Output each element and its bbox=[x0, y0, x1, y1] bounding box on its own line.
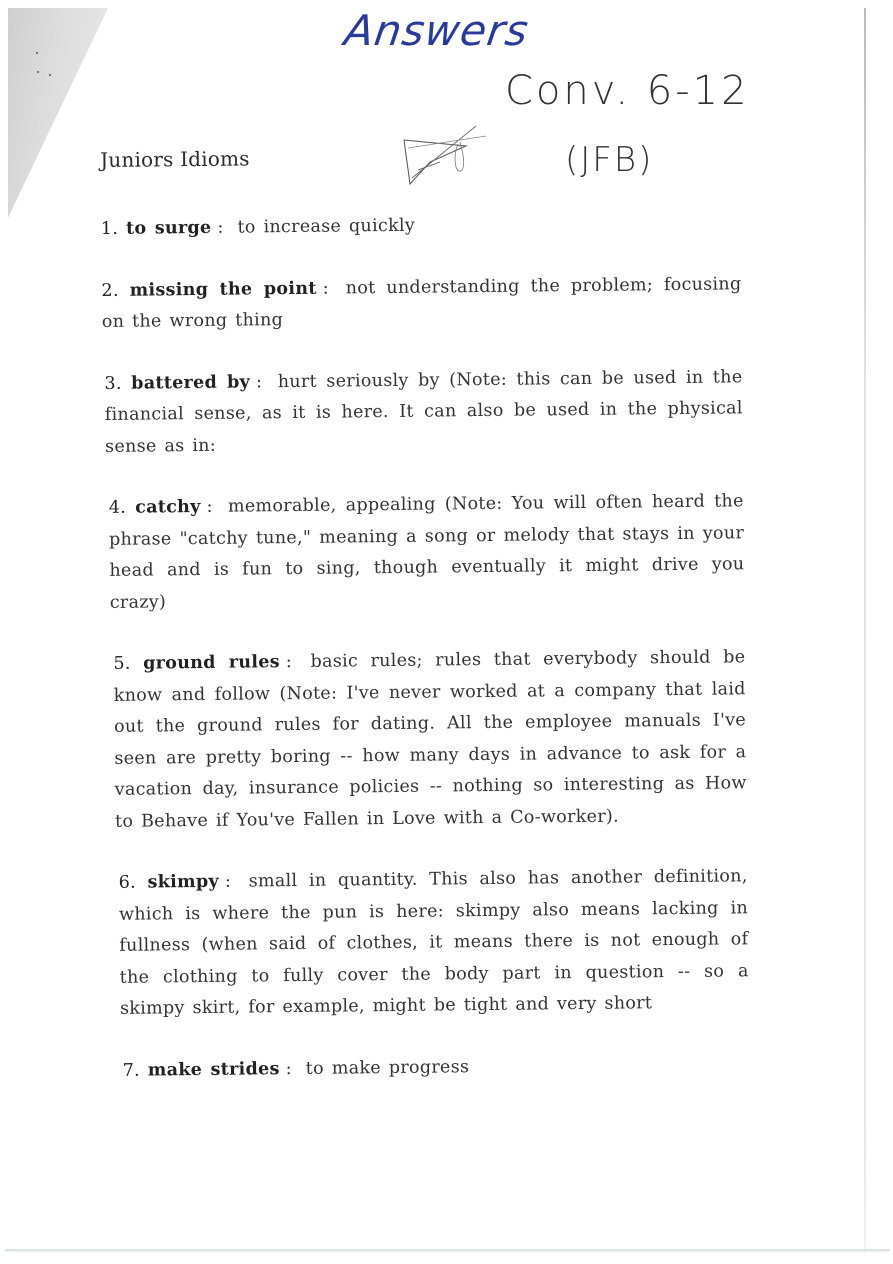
page-edge-bottom bbox=[5, 1249, 890, 1252]
idiom-definition: to increase quickly bbox=[237, 215, 416, 238]
idiom-term: battered by bbox=[131, 371, 251, 394]
scan-speck bbox=[37, 71, 39, 73]
idiom-term: catchy bbox=[135, 496, 201, 518]
page-edge-right bbox=[864, 8, 866, 1253]
separator: : bbox=[322, 278, 329, 299]
scan-speck bbox=[36, 52, 38, 54]
entry-number: 1. bbox=[100, 218, 119, 239]
handwritten-conversation-range: Conv. 6-12 bbox=[505, 68, 750, 114]
entry-number: 7. bbox=[122, 1060, 141, 1081]
idiom-definition: memorable, appealing (Note: You will often heard the phrase "catchy tune," meaning a song or melody that stays in your head and is fun to sing, though eventually it might drive you crazy) bbox=[108, 491, 745, 613]
idiom-definition: small in quantity. This also has another definition, which is where the pun is here: skimpy also means lacking in fullness (when said of clothes, it means there is not enough of the clothing to fully cover the body part in question -- so a skimpy skirt, for example, might be tight and very short bbox=[118, 866, 749, 1019]
idiom-entry bbox=[101, 269, 742, 339]
entry-number: 6. bbox=[118, 872, 137, 893]
separator: : bbox=[217, 217, 224, 238]
idiom-definition: basic rules; rules that everybody should be know and follow (Note: I've never worked at a company that laid out the ground rules for dating. All the employee manuals I've seen are pretty boring -- how many days in advance to ask for a vacation day, insurance policies -- nothing so interesting as How to Behave if You've Fallen in Love with a Co-worker). bbox=[113, 647, 747, 832]
separator: : bbox=[285, 1058, 292, 1079]
idioms-document bbox=[100, 141, 750, 1117]
handwritten-initials: (JFB) bbox=[565, 140, 654, 180]
idiom-term: skimpy bbox=[147, 871, 220, 893]
idiom-entry bbox=[123, 1049, 750, 1087]
entry-number: 3. bbox=[104, 373, 122, 394]
idiom-entry bbox=[109, 486, 745, 619]
idiom-definition: to make progress bbox=[305, 1056, 470, 1079]
idiom-term: ground rules bbox=[143, 652, 280, 674]
entry-number: 4. bbox=[108, 497, 127, 518]
idiom-term: make strides bbox=[147, 1058, 280, 1081]
separator: : bbox=[285, 652, 293, 673]
idiom-definition: hurt seriously by (Note: this can be used in the financial sense, as it is here. It can also be used in the physical sense as in: bbox=[104, 366, 743, 457]
entry-number: 2. bbox=[101, 280, 119, 301]
scan-shadow bbox=[8, 8, 108, 218]
entry-number: 5. bbox=[113, 653, 131, 674]
idiom-term: missing the point bbox=[129, 278, 317, 301]
separator: : bbox=[224, 871, 232, 892]
document-title: Juniors Idioms bbox=[100, 146, 250, 172]
idiom-entry bbox=[119, 861, 750, 1025]
idiom-entry bbox=[113, 642, 747, 838]
separator: : bbox=[206, 496, 213, 517]
separator: : bbox=[255, 371, 263, 392]
idiom-definition: not understanding the problem; focusing on the wrong thing bbox=[101, 273, 742, 332]
idiom-entry bbox=[101, 207, 741, 245]
scan-speck bbox=[49, 74, 51, 76]
idiom-entry bbox=[104, 362, 743, 463]
handwritten-answers: Answers bbox=[341, 6, 533, 55]
idiom-term: to surge bbox=[125, 217, 212, 239]
